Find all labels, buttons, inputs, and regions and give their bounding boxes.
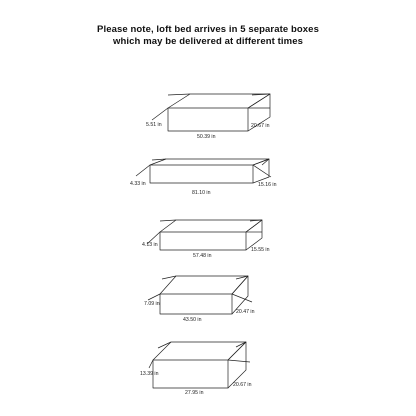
box-5-length-label: 27.95 in	[185, 390, 204, 396]
box-4-length-label: 43.50 in	[183, 317, 202, 323]
box-4	[144, 276, 255, 323]
box-4-depth-label: 20.47 in	[236, 309, 255, 315]
box-1	[146, 94, 270, 140]
box-2-height-label: 4.33 in	[130, 181, 146, 187]
notice-line-2: which may be delivered at different times	[113, 36, 303, 47]
box-2-length-label: 81.10 in	[192, 190, 211, 196]
box-1-length-label: 50.39 in	[197, 134, 216, 140]
box-5-height-label: 13.39 in	[140, 371, 159, 377]
box-2	[130, 159, 277, 196]
box-2-depth-label: 15.16 in	[258, 182, 277, 188]
box-5-depth-label: 20.67 in	[233, 382, 252, 388]
box-3-height-label: 4.13 in	[142, 242, 158, 248]
box-1-height-label: 5.51 in	[146, 122, 162, 128]
box-3-length-label: 57.48 in	[193, 253, 212, 259]
box-5	[140, 342, 252, 396]
box-3	[142, 220, 270, 259]
box-3-depth-label: 15.55 in	[251, 247, 270, 253]
box-4-height-label: 7.09 in	[144, 301, 160, 307]
box-1-depth-label: 20.67 in	[251, 123, 270, 129]
notice-line-1: Please note, loft bed arrives in 5 separate boxes	[97, 24, 319, 35]
